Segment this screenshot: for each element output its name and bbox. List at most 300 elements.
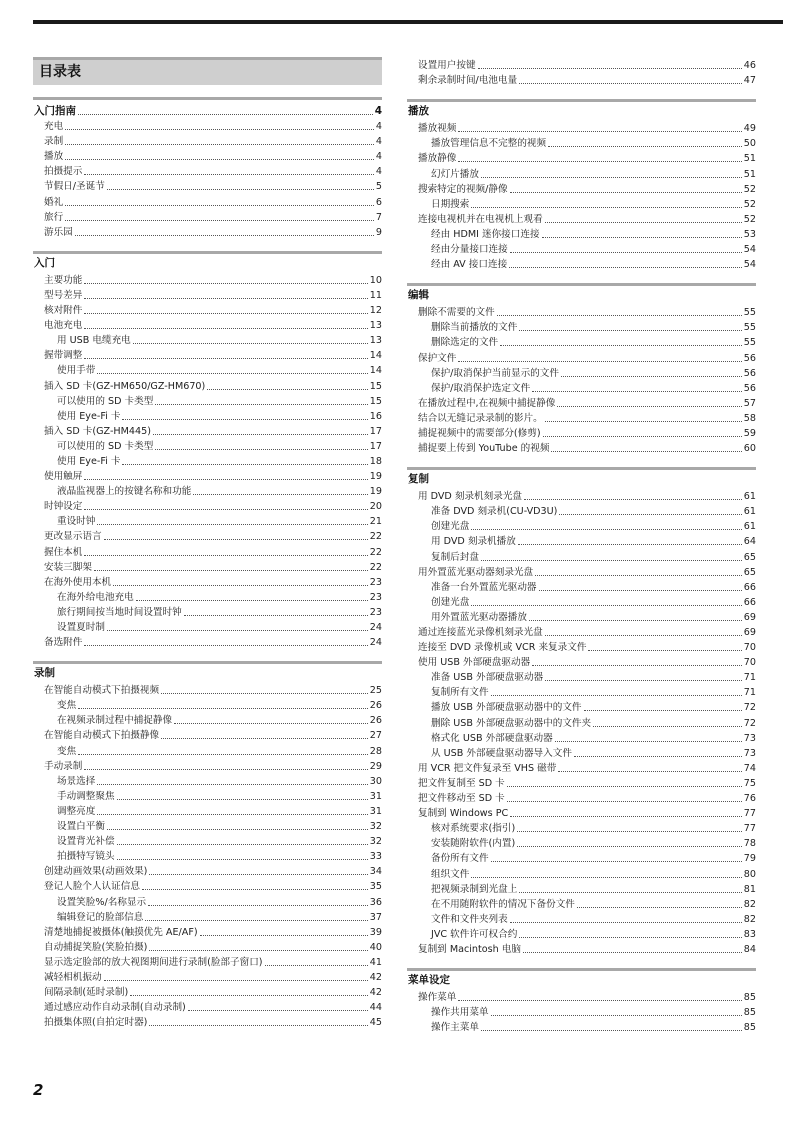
toc-entry[interactable] [407, 548, 756, 563]
toc-entry-label: 握住本机 [44, 546, 83, 558]
leader-dots [78, 114, 373, 115]
toc-entry[interactable] [407, 57, 756, 72]
leader-dots [588, 650, 741, 651]
toc-entry-page: 85 [743, 992, 756, 1004]
toc-entry-label: 拍摄集体照(自拍定时器) [44, 1017, 148, 1029]
toc-entry-label: 捕捉视频中的需要部分(修剪) [418, 427, 541, 439]
toc-entry[interactable] [407, 941, 756, 956]
leader-dots [593, 726, 742, 727]
toc-entry[interactable] [33, 347, 382, 362]
leader-dots [519, 937, 741, 938]
toc-entry[interactable] [407, 181, 756, 196]
toc-entry-label: 在播放过程中,在视频中捕捉静像 [418, 397, 556, 409]
toc-entry[interactable] [33, 498, 382, 513]
section-heading: 播放 [407, 99, 756, 120]
toc-entry-page: 66 [743, 581, 756, 593]
toc-entry-label: 操作主菜单 [431, 1022, 479, 1034]
page-number: 2 [33, 1081, 44, 1099]
toc-entry[interactable] [33, 574, 382, 589]
toc-entry-label: 游乐园 [44, 226, 73, 238]
toc-entry-label: 操作共用菜单 [431, 1007, 489, 1019]
leader-dots [471, 605, 741, 606]
toc-entry-label: 删除不需要的文件 [418, 307, 495, 319]
leader-dots [193, 494, 367, 495]
toc-entry-label: 节假日/圣诞节 [44, 181, 105, 193]
leader-dots [471, 877, 741, 878]
toc-entry[interactable] [33, 788, 382, 803]
leader-dots [149, 950, 367, 951]
toc-entry-page: 13 [369, 335, 382, 347]
toc-entry[interactable] [407, 564, 756, 579]
toc-entry-label: 编辑登记的脸部信息 [57, 911, 144, 923]
toc-entry-label: 播放 USB 外部硬盘驱动器中的文件 [431, 702, 582, 714]
toc-entry-page: 14 [369, 350, 382, 362]
toc-entry[interactable] [33, 118, 382, 133]
toc-entry-label: 捕捉要上传到 YouTube 的视频 [418, 443, 550, 455]
toc-entry-label: 在视频录制过程中捕捉静像 [57, 715, 173, 727]
toc-entry-label: 删除 USB 外部硬盘驱动器中的文件夹 [431, 717, 592, 729]
toc-entry[interactable] [407, 365, 756, 380]
toc-entry-page: 55 [743, 337, 756, 349]
toc-entry[interactable] [407, 1019, 756, 1034]
toc-entry[interactable] [33, 133, 382, 148]
toc-entry[interactable] [33, 377, 382, 392]
toc-entry-page: 54 [743, 244, 756, 256]
toc-entry[interactable] [407, 896, 756, 911]
toc-entry[interactable] [407, 135, 756, 150]
toc-entry-page: 46 [743, 60, 756, 72]
toc-entry-label: 备份所有文件 [431, 853, 489, 865]
toc-entry[interactable] [407, 304, 756, 319]
toc-entry[interactable] [33, 224, 382, 239]
toc-entry[interactable] [33, 893, 382, 908]
toc-entry-label: 用 DVD 刻录机播放 [431, 536, 516, 548]
toc-entry[interactable] [407, 72, 756, 87]
toc-entry[interactable] [407, 669, 756, 684]
leader-dots [122, 464, 367, 465]
toc-entry-label: 准备 USB 外部硬盘驱动器 [431, 672, 544, 684]
toc-entry[interactable] [33, 453, 382, 468]
leader-dots [84, 509, 367, 510]
toc-entry-label: 核对系统要求(指引) [431, 823, 516, 835]
toc-entry[interactable] [407, 503, 756, 518]
toc-entry[interactable] [407, 1004, 756, 1019]
toc-entry-page: 54 [743, 259, 756, 271]
toc-entry-label: 剩余录制时间/电池电量 [418, 75, 518, 87]
toc-entry-label: 变焦 [57, 700, 77, 712]
toc-entry-page: 31 [369, 805, 382, 817]
toc-entry[interactable] [33, 272, 382, 287]
toc-entry[interactable] [407, 699, 756, 714]
leader-dots [161, 693, 368, 694]
leader-dots [84, 174, 374, 175]
toc-entry[interactable] [407, 790, 756, 805]
leader-dots [65, 220, 374, 221]
section-heading-page: 4 [374, 105, 382, 117]
toc-entry[interactable] [407, 639, 756, 654]
toc-entry[interactable] [33, 408, 382, 423]
toc-entry[interactable] [33, 939, 382, 954]
toc-entry-label: 经由 HDMI 迷你接口连接 [431, 228, 540, 240]
toc-entry-label: 播放视频 [418, 123, 457, 135]
toc-entry-label: 电池充电 [44, 320, 83, 332]
toc-entry-page: 4 [375, 136, 382, 148]
leader-dots [107, 829, 368, 830]
toc-entry-label: 复制后封盘 [431, 551, 479, 563]
toc-entry[interactable] [407, 579, 756, 594]
section-heading-label: 入门指南 [34, 105, 76, 117]
toc-entry[interactable] [33, 513, 382, 528]
toc-entry[interactable] [33, 362, 382, 377]
toc-entry-label: 连接至 DVD 录像机或 VCR 来复录文件 [418, 642, 587, 654]
toc-entry[interactable] [407, 881, 756, 896]
toc-entry-label: 在智能自动模式下拍摄静像 [44, 730, 160, 742]
leader-dots [507, 801, 742, 802]
leader-dots [107, 189, 374, 190]
leader-dots [510, 816, 742, 817]
toc-entry[interactable] [407, 654, 756, 669]
toc-entry[interactable] [407, 241, 756, 256]
toc-list [407, 488, 756, 956]
toc-entry[interactable] [407, 196, 756, 211]
toc-entry-label: 安装随附软件(内置) [431, 838, 516, 850]
toc-entry-label: 婚礼 [44, 196, 64, 208]
toc-entry[interactable] [33, 848, 382, 863]
toc-entry[interactable] [407, 380, 756, 395]
toc-entry-page: 31 [369, 790, 382, 802]
toc-entry[interactable] [33, 954, 382, 969]
toc-entry[interactable] [33, 317, 382, 332]
toc-entry-label: 经由 AV 接口连接 [431, 259, 508, 271]
leader-dots [510, 922, 742, 923]
toc-entry[interactable] [407, 319, 756, 334]
toc-entry[interactable] [33, 468, 382, 483]
leader-dots [84, 283, 367, 284]
toc-entry[interactable] [407, 120, 756, 135]
toc-entry-page: 58 [743, 412, 756, 424]
toc-entry-page: 72 [743, 702, 756, 714]
toc-entry-page: 37 [369, 911, 382, 923]
toc-entry-label: 使用手带 [57, 365, 96, 377]
toc-entry[interactable] [33, 163, 382, 178]
leader-dots [491, 695, 742, 696]
toc-entry[interactable] [407, 226, 756, 241]
toc-entry-label: 创建光盘 [431, 521, 470, 533]
toc-entry[interactable] [33, 863, 382, 878]
toc-entry-page: 76 [743, 793, 756, 805]
leader-dots [174, 723, 368, 724]
toc-entry-page: 39 [369, 926, 382, 938]
toc-entry[interactable] [407, 684, 756, 699]
toc-entry[interactable] [33, 589, 382, 604]
toc-entry-label: 显示选定脸部的放大视图期间进行录制(脸部子窗口) [44, 956, 263, 968]
leader-dots [532, 391, 742, 392]
toc-entry-label: 录制 [44, 136, 64, 148]
toc-entry-page: 53 [743, 228, 756, 240]
leader-dots [78, 708, 368, 709]
toc-entry-label: 用 USB 电缆充电 [57, 335, 131, 347]
toc-entry-page: 22 [369, 546, 382, 558]
toc-entry-label: 登记人脸个人认证信息 [44, 881, 140, 893]
toc-entry[interactable] [407, 760, 756, 775]
toc-entry-page: 65 [743, 566, 756, 578]
toc-entry-page: 73 [743, 747, 756, 759]
toc-entry[interactable] [407, 533, 756, 548]
section-recording-continued [407, 57, 756, 87]
toc-list [407, 304, 756, 455]
toc-entry-page: 56 [743, 382, 756, 394]
toc-list [407, 989, 756, 1034]
toc-entry-page: 26 [369, 700, 382, 712]
leader-dots [84, 479, 367, 480]
toc-entry[interactable] [33, 193, 382, 208]
toc-entry-page: 69 [743, 627, 756, 638]
toc-entry-page: 29 [369, 760, 382, 772]
leader-dots [517, 831, 742, 832]
toc-entry[interactable] [33, 999, 382, 1014]
leader-dots [510, 192, 742, 193]
leader-dots [458, 1000, 741, 1001]
toc-entry-page: 21 [369, 516, 382, 528]
toc-entry-page: 72 [743, 717, 756, 729]
toc-entry-page: 18 [369, 455, 382, 467]
toc-entry[interactable] [33, 634, 382, 649]
toc-entry-page: 65 [743, 551, 756, 563]
leader-dots [130, 995, 368, 996]
toc-entry[interactable] [33, 1014, 382, 1029]
toc-entry[interactable] [407, 745, 756, 760]
leader-dots [519, 83, 742, 84]
toc-entry[interactable] [33, 833, 382, 848]
leader-dots [458, 361, 741, 362]
toc-entry-page: 75 [743, 777, 756, 789]
toc-entry[interactable] [407, 624, 756, 639]
toc-entry[interactable] [33, 712, 382, 727]
toc-entry[interactable] [33, 423, 382, 438]
toc-entry-label: 设置夏时制 [57, 622, 105, 633]
toc-entry[interactable] [407, 488, 756, 503]
leader-dots [155, 404, 367, 405]
toc-entry[interactable] [33, 742, 382, 757]
toc-entry-label: 保护文件 [418, 352, 457, 364]
toc-entry[interactable] [407, 926, 756, 941]
toc-entry-page: 60 [743, 443, 756, 455]
toc-entry-label: 删除当前播放的文件 [431, 322, 518, 334]
toc-entry[interactable] [33, 818, 382, 833]
leader-dots [517, 846, 742, 847]
leader-dots [507, 786, 742, 787]
toc-entry[interactable] [33, 878, 382, 893]
leader-dots [149, 1025, 367, 1026]
toc-entry[interactable] [33, 682, 382, 697]
toc-entry[interactable] [407, 820, 756, 835]
toc-entry[interactable] [33, 604, 382, 619]
toc-entry[interactable] [33, 393, 382, 408]
toc-entry[interactable] [33, 148, 382, 163]
leader-dots [458, 131, 741, 132]
toc-entry-label: 复制到 Windows PC [418, 808, 509, 820]
leader-dots [188, 1010, 368, 1011]
toc-entry-page: 59 [743, 427, 756, 439]
toc-entry[interactable] [33, 924, 382, 939]
toc-entry[interactable] [407, 609, 756, 624]
toc-entry[interactable] [33, 178, 382, 193]
toc-entry[interactable] [407, 805, 756, 820]
leader-dots [481, 177, 742, 178]
section-editing [407, 283, 756, 455]
toc-entry-page: 83 [743, 928, 756, 940]
leader-dots [153, 434, 368, 435]
toc-entry[interactable] [407, 850, 756, 865]
toc-entry[interactable] [407, 714, 756, 729]
toc-entry[interactable] [407, 334, 756, 349]
toc-entry[interactable] [33, 758, 382, 773]
leader-dots [148, 905, 368, 906]
leader-dots [500, 345, 742, 346]
toc-entry[interactable] [33, 302, 382, 317]
section-menu-settings [407, 968, 756, 1034]
leader-dots [97, 373, 367, 374]
leader-dots [481, 560, 742, 561]
toc-entry[interactable] [407, 775, 756, 790]
toc-entry-page: 69 [743, 611, 756, 623]
toc-entry-label: 设置用户按键 [418, 60, 476, 72]
leader-dots [471, 207, 741, 208]
toc-entry[interactable] [33, 697, 382, 712]
toc-entry[interactable] [407, 518, 756, 533]
toc-entry[interactable] [33, 727, 382, 742]
leader-dots [519, 892, 741, 893]
section-getting-started [33, 251, 382, 649]
toc-entry[interactable] [407, 989, 756, 1004]
leader-dots [136, 600, 368, 601]
leader-dots [529, 620, 742, 621]
toc-entry-page: 35 [369, 881, 382, 893]
toc-entry-label: 使用触屏 [44, 471, 83, 483]
toc-entry-label: 准备 DVD 刻录机(CU-VD3U) [431, 506, 558, 518]
toc-entry[interactable] [407, 425, 756, 440]
toc-entry-label: 安装三脚架 [44, 561, 92, 573]
toc-entry-label: 可以使用的 SD 卡类型 [57, 440, 154, 452]
toc-list [33, 272, 382, 649]
toc-entry[interactable] [33, 909, 382, 924]
toc-entry[interactable] [33, 559, 382, 574]
toc-entry-label: 设置白平衡 [57, 821, 105, 833]
toc-entry[interactable] [33, 438, 382, 453]
toc-entry[interactable] [33, 528, 382, 543]
toc-entry[interactable] [33, 773, 382, 788]
toc-entry-label: 删除选定的文件 [431, 337, 499, 349]
toc-entry-label: 拍摄特写镜头 [57, 851, 115, 863]
toc-entry-page: 28 [369, 745, 382, 757]
toc-entry-page: 61 [743, 491, 756, 503]
leader-dots [491, 1015, 742, 1016]
leader-dots [471, 529, 741, 530]
toc-entry[interactable] [33, 803, 382, 818]
toc-entry[interactable] [407, 440, 756, 455]
toc-entry-page: 55 [743, 307, 756, 319]
toc-entry-page: 52 [743, 213, 756, 225]
toc-entry-page: 25 [369, 685, 382, 697]
toc-entry-page: 77 [743, 823, 756, 835]
toc-entry-page: 74 [743, 762, 756, 774]
toc-entry[interactable] [407, 730, 756, 745]
toc-entry[interactable] [407, 410, 756, 425]
toc-entry[interactable] [33, 984, 382, 999]
section-heading: 编辑 [407, 283, 756, 304]
toc-entry[interactable] [407, 256, 756, 271]
leader-dots [145, 920, 367, 921]
toc-entry-label: 操作菜单 [418, 992, 457, 1004]
toc-entry-label: 减轻相机振动 [44, 971, 102, 983]
leader-dots [122, 419, 367, 420]
toc-entry[interactable] [407, 150, 756, 165]
leader-dots [200, 935, 368, 936]
leader-dots [539, 590, 742, 591]
toc-entry-page: 51 [743, 168, 756, 180]
toc-entry[interactable] [33, 543, 382, 558]
toc-list [407, 57, 756, 87]
leader-dots [557, 406, 741, 407]
leader-dots [65, 205, 374, 206]
toc-entry[interactable] [33, 332, 382, 347]
toc-entry-label: JVC 软件许可权合约 [431, 928, 518, 940]
toc-entry[interactable] [407, 165, 756, 180]
leader-dots [94, 570, 368, 571]
toc-entry[interactable] [407, 865, 756, 880]
toc-entry[interactable] [33, 969, 382, 984]
toc-entry-label: 手动录制 [44, 760, 83, 772]
toc-entry-label: 创建动画效果(动画效果) [44, 866, 148, 878]
toc-entry-label: 把文件复制至 SD 卡 [418, 777, 505, 789]
leader-dots [84, 328, 367, 329]
section-heading[interactable] [33, 97, 382, 118]
toc-entry-page: 32 [369, 836, 382, 848]
leader-dots [524, 499, 742, 500]
toc-entry-label: 把视频录制到光盘上 [431, 883, 518, 895]
toc-entry-label: 自动捕捉笑脸(笑脸拍摄) [44, 941, 148, 953]
toc-entry[interactable] [407, 594, 756, 609]
toc-entry[interactable] [33, 287, 382, 302]
toc-entry-page: 13 [369, 320, 382, 332]
toc-entry-label: 格式化 USB 外部硬盘驱动器 [431, 732, 553, 744]
toc-entry-page: 6 [375, 196, 382, 208]
leader-dots [207, 389, 368, 390]
leader-dots [535, 575, 742, 576]
toc-entry[interactable] [407, 211, 756, 226]
toc-entry-label: 在海外使用本机 [44, 576, 112, 588]
toc-entry-label: 用 DVD 刻录机刻录光盘 [418, 491, 523, 503]
toc-entry[interactable] [33, 619, 382, 634]
toc-entry-label: 播放静像 [418, 153, 457, 165]
section-copying [407, 467, 756, 956]
toc-entry[interactable] [33, 209, 382, 224]
toc-entry[interactable] [407, 395, 756, 410]
section-heading: 菜单设定 [407, 968, 756, 989]
toc-entry[interactable] [407, 911, 756, 926]
toc-entry-label: 使用 USB 外部硬盘驱动器 [418, 657, 531, 669]
toc-entry-page: 15 [369, 395, 382, 407]
toc-entry-page: 27 [369, 730, 382, 742]
leader-dots [133, 343, 368, 344]
leader-dots [523, 952, 742, 953]
toc-entry[interactable] [407, 835, 756, 850]
toc-entry[interactable] [33, 483, 382, 498]
toc-entry[interactable] [407, 349, 756, 364]
toc-entry-page: 24 [369, 622, 382, 633]
toc-entry-page: 78 [743, 838, 756, 850]
leader-dots [107, 630, 368, 631]
